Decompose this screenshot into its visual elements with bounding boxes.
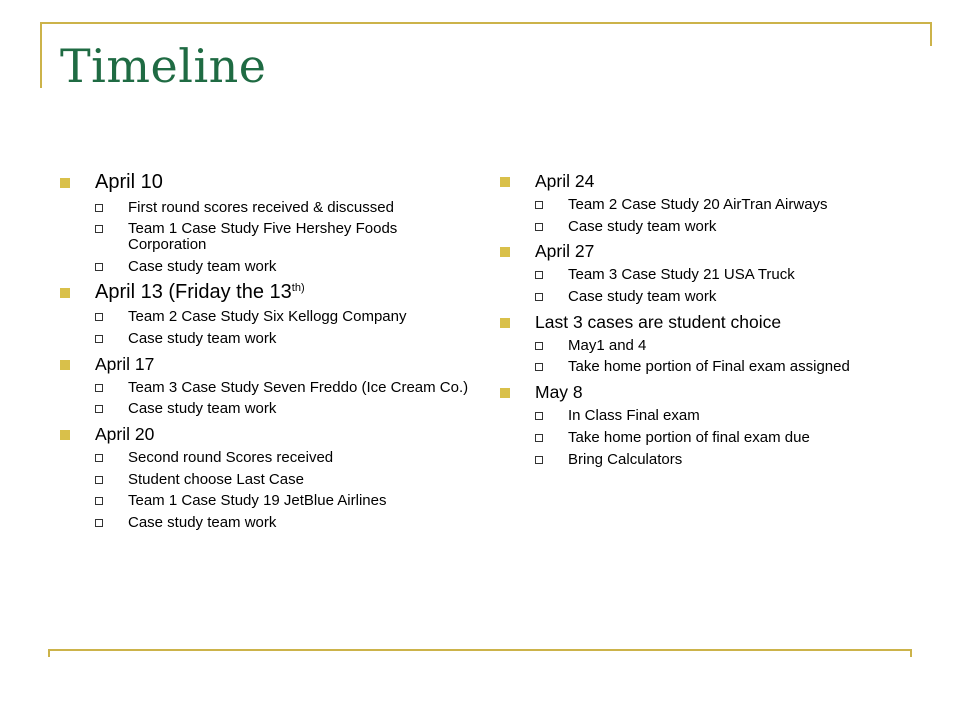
entry-heading: Last 3 cases are student choice (535, 311, 782, 332)
bullet-square-icon (60, 288, 70, 298)
checkbox-bullet-icon (95, 476, 103, 484)
entry-heading: April 17 (95, 353, 155, 374)
item-text: Student choose Last Case (128, 470, 304, 488)
timeline-entry (58, 425, 478, 444)
right-column (498, 172, 918, 467)
checkbox-bullet-icon (95, 454, 103, 462)
entry-subitems (535, 408, 918, 467)
bullet-square-icon (60, 360, 70, 370)
checkbox-bullet-icon (95, 384, 103, 392)
list-item (95, 331, 478, 347)
list-item (535, 359, 918, 375)
list-item (535, 338, 918, 354)
item-text: Case study team work (128, 329, 277, 347)
list-item (535, 452, 918, 468)
bottom-right-tick (910, 649, 912, 657)
entry-subitems (95, 380, 478, 418)
item-text: Bring Calculators (568, 450, 683, 468)
entry-heading: April 10 (95, 171, 163, 193)
checkbox-bullet-icon (535, 412, 543, 420)
checkbox-bullet-icon (535, 342, 543, 350)
item-text: Take home portion of Final exam assigned (568, 358, 850, 376)
checkbox-bullet-icon (95, 497, 103, 505)
timeline-entry (58, 282, 478, 304)
item-text: Team 3 Case Study 21 USA Truck (568, 266, 795, 284)
checkbox-bullet-icon (95, 335, 103, 343)
timeline-entry (498, 383, 918, 402)
list-item (95, 515, 478, 531)
checkbox-bullet-icon (95, 263, 103, 271)
entry-subitems (95, 200, 478, 275)
item-text: Team 2 Case Study Six Kellogg Company (128, 308, 407, 326)
bullet-square-icon (60, 430, 70, 440)
item-text: Case study team work (568, 217, 717, 235)
list-item (95, 472, 478, 488)
item-text: Take home portion of final exam due (568, 428, 810, 446)
checkbox-bullet-icon (95, 405, 103, 413)
heading-superscript: th) (291, 281, 305, 294)
bullet-square-icon (500, 388, 510, 398)
checkbox-bullet-icon (535, 293, 543, 301)
item-text: Case study team work (568, 288, 717, 306)
bullet-square-icon (500, 318, 510, 328)
item-text: Case study team work (128, 514, 277, 532)
item-text: May1 and 4 (568, 336, 647, 354)
checkbox-bullet-icon (535, 363, 543, 371)
item-text: In Class Final exam (568, 407, 700, 425)
timeline-entry (58, 355, 478, 374)
list-item (95, 380, 478, 396)
bullet-square-icon (500, 247, 510, 257)
checkbox-bullet-icon (535, 271, 543, 279)
checkbox-bullet-icon (95, 204, 103, 212)
bullet-square-icon (500, 177, 510, 187)
item-text: Second round Scores received (128, 448, 334, 466)
entry-subitems (95, 309, 478, 347)
entry-heading: April 20 (95, 424, 155, 445)
item-text: Team 3 Case Study Seven Freddo (Ice Cream Co.) (128, 378, 469, 396)
list-item (535, 197, 918, 213)
list-item (535, 289, 918, 305)
checkbox-bullet-icon (95, 313, 103, 321)
checkbox-bullet-icon (535, 434, 543, 442)
item-text: Team 2 Case Study 20 AirTran Airways (568, 195, 828, 213)
slide-title: Timeline (60, 39, 267, 93)
timeline-entry (58, 172, 478, 194)
entry-heading: April 13 (Friday the 13 (95, 280, 292, 303)
checkbox-bullet-icon (535, 223, 543, 231)
checkbox-bullet-icon (535, 201, 543, 209)
right-rule (930, 22, 932, 46)
list-item (95, 493, 478, 509)
list-item (95, 401, 478, 417)
entry-subitems (95, 450, 478, 531)
timeline-entry (498, 172, 918, 191)
timeline-entry (498, 313, 918, 332)
timeline-entry (498, 242, 918, 261)
left-column (58, 172, 478, 531)
item-text: Team 1 Case Study 19 JetBlue Airlines (128, 492, 387, 510)
item-text: First round scores received & discussed (128, 198, 394, 216)
entry-heading: April 24 (535, 171, 595, 191)
entry-heading: April 27 (535, 241, 595, 262)
item-text: Case study team work (128, 257, 277, 275)
list-item (95, 200, 478, 216)
list-item (95, 221, 478, 253)
entry-heading: May 8 (535, 382, 583, 403)
checkbox-bullet-icon (535, 456, 543, 464)
item-text: Case study team work (128, 400, 277, 418)
entry-subitems (535, 338, 918, 376)
bullet-square-icon (60, 178, 70, 188)
list-item (535, 219, 918, 235)
entry-subitems (535, 267, 918, 305)
item-text: Team 1 Case Study Five Hershey Foods Corporation (128, 220, 398, 254)
list-item (95, 309, 478, 325)
top-rule (40, 22, 932, 24)
entry-subitems (535, 197, 918, 235)
list-item (535, 430, 918, 446)
checkbox-bullet-icon (95, 519, 103, 527)
list-item (95, 450, 478, 466)
list-item (95, 259, 478, 275)
left-rule (40, 22, 42, 88)
list-item (535, 408, 918, 424)
checkbox-bullet-icon (95, 225, 103, 233)
list-item (535, 267, 918, 283)
bottom-left-tick (48, 649, 50, 657)
bottom-rule (48, 649, 912, 651)
